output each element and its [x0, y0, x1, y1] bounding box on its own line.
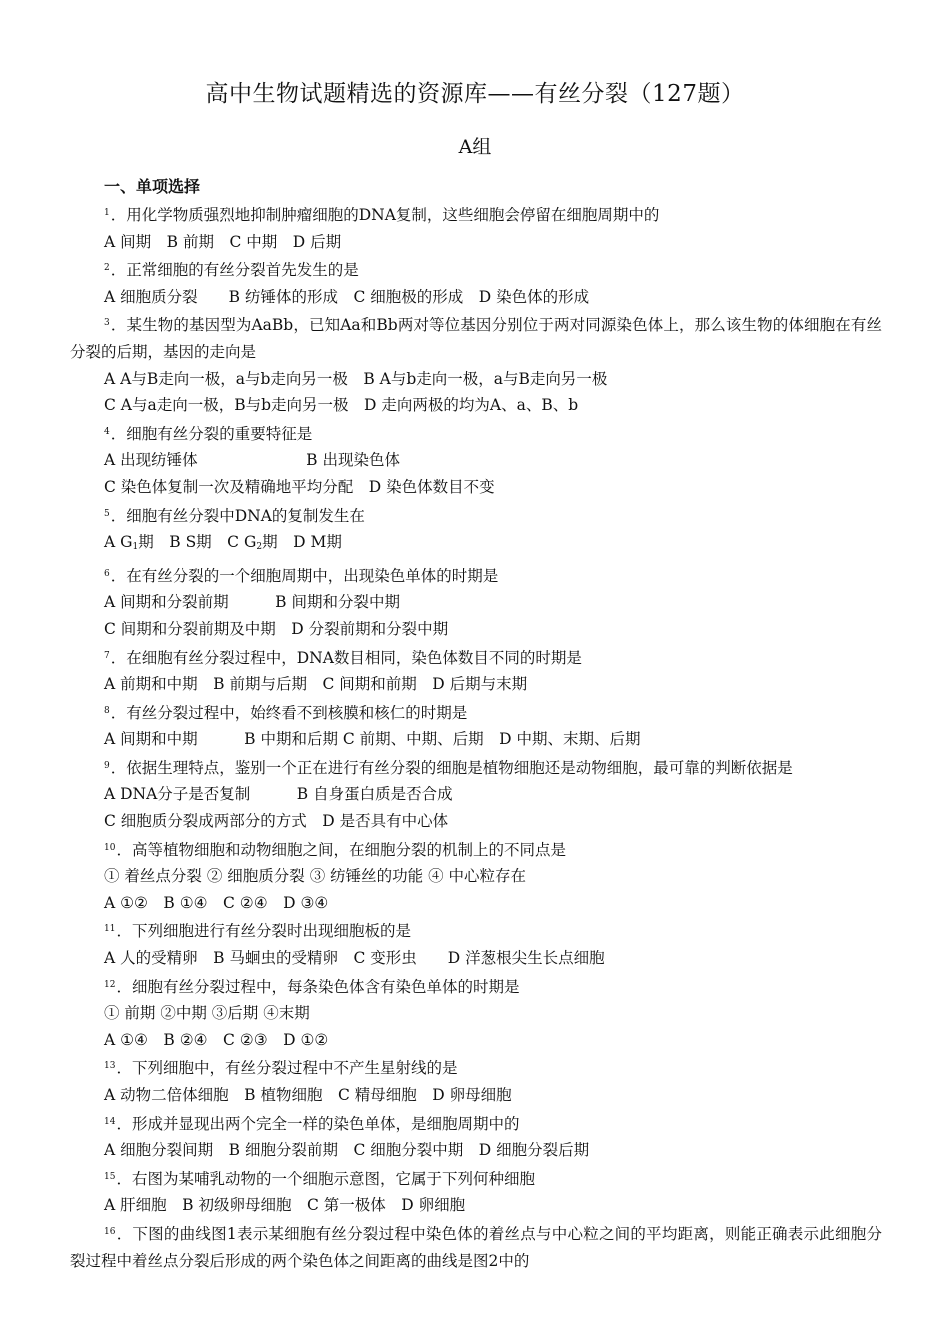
question-list — [70, 200, 882, 1274]
question-6: $^6$．在有丝分裂的一个细胞周期中，出现染色单体的时期是 — [104, 566, 499, 585]
question-4-options-cd: C 染色体复制一次及精确地平均分配 D 染色体数目不变 — [104, 477, 495, 496]
question-1: $^1$．用化学物质强烈地抑制肿瘤细胞的DNA复制，这些细胞会停留在细胞周期中的 — [104, 206, 660, 224]
question-1-options: A 间期 B 前期 C 中期 D 后期 — [104, 232, 342, 251]
question-10-options: A ①② B ①④ C ②④ D ③④ — [104, 893, 329, 912]
question-5-options: A $G_1$期 B S期 C $G_2$期 D M期 — [104, 533, 342, 553]
question-11: $^{11}$．下列细胞进行有丝分裂时出现细胞板的是 — [104, 922, 411, 941]
question-10: $^{10}$．高等植物细胞和动物细胞之间，在细胞分裂的机制上的不同点是 — [104, 840, 566, 859]
question-12-statements: ① 前期 ②中期 ③后期 ④末期 — [104, 1004, 310, 1023]
question-8-options: A 间期和中期 B 中期和后期 C 前期、中期、后期 D 中期、末期、后期 — [104, 730, 641, 749]
question-14-options: A 细胞分裂间期 B 细胞分裂前期 C 细胞分裂中期 D 细胞分裂后期 — [104, 1141, 590, 1160]
question-12-options: A ①④ B ②④ C ②③ D ①② — [104, 1030, 329, 1049]
question-7: $^7$．在细胞有丝分裂过程中，DNA数目相同，染色体数目不同的时期是 — [104, 648, 582, 667]
group-heading: A组 — [458, 136, 492, 158]
section-heading: 一、单项选择 — [104, 177, 201, 196]
question-2-options: A 细胞质分裂 B 纺锤体的形成 C 细胞极的形成 D 染色体的形成 — [104, 287, 590, 306]
question-5: $^5$．细胞有丝分裂中DNA的复制发生在 — [104, 506, 365, 525]
question-10-statements: ① 着丝点分裂 ② 细胞质分裂 ③ 纺锤丝的功能 ④ 中心粒存在 — [104, 867, 526, 886]
question-13-options: A 动物二倍体细胞 B 植物细胞 C 精母细胞 D 卵母细胞 — [104, 1086, 512, 1104]
question-12: $^{12}$．细胞有丝分裂过程中，每条染色体含有染色单体的时期是 — [104, 977, 520, 996]
question-4: $^4$．细胞有丝分裂的重要特征是 — [104, 424, 313, 443]
question-9: $^9$．依据生理特点，鉴别一个正在进行有丝分裂的细胞是植物细胞还是动物细胞，最可靠的判断依据是 — [104, 758, 793, 777]
question-16: $^{16}$．下图的曲线图1表示某细胞有丝分裂过程中染色体的着丝点与中心粒之间的平均距离，则能正确表示此细胞分裂过程中着丝点分裂后形成的两个染色体之间距离的曲线是图2中的 — [70, 1224, 882, 1270]
page-title: 高中生物试题精选的资源库——有丝分裂（127题） — [205, 81, 745, 107]
question-7-options: A 前期和中期 B 前期与后期 C 间期和前期 D 后期与末期 — [104, 675, 528, 694]
question-6-options-cd: C 间期和分裂前期及中期 D 分裂前期和分裂中期 — [104, 619, 449, 638]
question-3-options-cd: C A与a走向一极，B与b走向另一极 D 走向两极的均为A、a、B、b — [104, 396, 579, 415]
question-14: $^{14}$．形成并显现出两个完全一样的染色单体，是细胞周期中的 — [104, 1114, 520, 1133]
question-6-options-ab: A 间期和分裂前期 B 间期和分裂中期 — [104, 593, 400, 612]
question-9-options-cd: C 细胞质分裂成两部分的方式 D 是否具有中心体 — [104, 812, 449, 831]
question-3: $^3$．某生物的基因型为AaBb，已知Aa和Bb两对等位基因分别位于两对同源染色体上，那么该生物的体细胞在有丝分裂的后期，基因的走向是 — [70, 316, 882, 361]
question-2: $^2$．正常细胞的有丝分裂首先发生的是 — [104, 261, 359, 280]
question-4-options-ab: A 出现纺锤体 B 出现染色体 — [104, 451, 400, 470]
question-9-options-ab: A DNA分子是否复制 B 自身蛋白质是否合成 — [104, 785, 453, 804]
question-15-options: A 肝细胞 B 初级卵母细胞 C 第一极体 D 卵细胞 — [104, 1196, 466, 1215]
question-15: $^{15}$．右图为某哺乳动物的一个细胞示意图，它属于下列何种细胞 — [104, 1169, 535, 1188]
question-8: $^8$．有丝分裂过程中，始终看不到核膜和核仁的时期是 — [104, 703, 468, 722]
question-13: $^{13}$．下列细胞中，有丝分裂过程中不产生星射线的是 — [104, 1059, 458, 1078]
question-11-options: A 人的受精卵 B 马蛔虫的受精卵 C 变形虫 D 洋葱根尖生长点细胞 — [104, 949, 605, 968]
question-3-options-ab: A A与B走向一极，a与b走向另一极 B A与b走向一极，a与B走向另一极 — [104, 369, 608, 388]
